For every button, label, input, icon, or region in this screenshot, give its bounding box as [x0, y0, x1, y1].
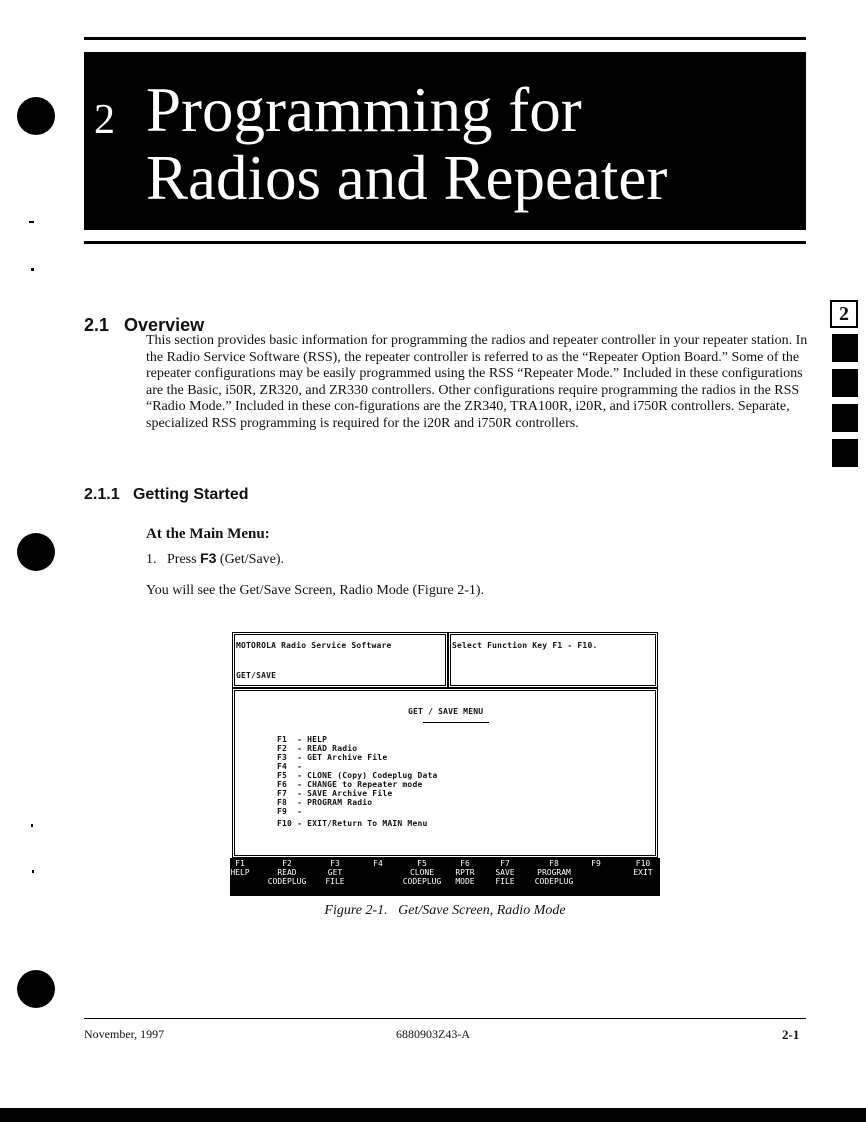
function-key-f1[interactable]: F1 HELP: [230, 859, 250, 877]
section-number: 2.1: [84, 315, 110, 335]
menu-item: F5 - CLONE (Copy) Codeplug Data: [277, 771, 438, 780]
chapter-header: [84, 52, 806, 230]
step-1-prefix: 1. Press: [146, 552, 201, 567]
overview-paragraph: This section provides basic information for programming the radios and repeater controller in your repeater station. In the Radio Service Software (RSS), the repeater controller is referred to as the “Repeater Option Board.” Some of the repeater configurations may be easily programmed using the RSS “Repeater Mode.” Included in these configurations are the Basic, i50R, ZR320, and ZR330 controllers. Other configurations require programming the radios in the RSS “Radio Mode.” Included in these con-figurations are the ZR340, TRA100R, i20R, and i750R controllers. Separate, specialized RSS programming is required for the i20R and i750R controllers.: [146, 333, 808, 431]
subsection-title: Getting Started: [132, 486, 249, 503]
menu-title-underline: [423, 722, 489, 723]
function-key-f5[interactable]: F5 CLONE CODEPLUG: [402, 859, 442, 886]
header-rule-top: [84, 37, 806, 40]
footer-date: November, 1997: [84, 1027, 165, 1041]
side-tab-block: [832, 369, 858, 397]
step-1-key: F3: [200, 550, 217, 566]
function-key-f9[interactable]: F9: [591, 859, 601, 868]
step-1-suffix: (Get/Save).: [216, 552, 285, 567]
function-key-f7[interactable]: F7 SAVE FILE: [495, 859, 515, 886]
footer-doc-number: 6880903Z43-A: [396, 1027, 470, 1041]
function-key-f3[interactable]: F3 GET FILE: [325, 859, 345, 886]
footer-page-number: 2-1: [782, 1027, 800, 1042]
binder-hole-bottom: [17, 970, 55, 1008]
title-panel: [232, 632, 448, 688]
menu-title: GET / SAVE MENU: [408, 707, 484, 716]
function-key-f8[interactable]: F8 PROGRAM CODEPLUG: [534, 859, 574, 886]
scan-speck: [31, 268, 34, 271]
header-rule-bottom: [84, 241, 806, 244]
menu-item: F2 - READ Radio: [277, 744, 358, 753]
binder-hole-top: [17, 97, 55, 135]
menu-item: F3 - GET Archive File: [277, 753, 388, 762]
menu-item: F4 -: [277, 762, 303, 771]
prompt-panel: [448, 632, 658, 688]
screen-mode: GET/SAVE: [236, 671, 277, 680]
scan-speck: [31, 824, 33, 827]
step-1: [146, 550, 284, 568]
section-title: Overview: [124, 315, 205, 335]
side-tab-block: [832, 404, 858, 432]
chapter-title: [146, 76, 667, 212]
page-edge-bar: [0, 1108, 866, 1122]
scan-speck: [29, 221, 34, 223]
function-key-bar: [230, 858, 660, 896]
figure-caption: Figure 2-1. Get/Save Screen, Radio Mode: [324, 903, 566, 918]
scan-speck: [32, 870, 34, 873]
menu-item: F6 - CHANGE to Repeater mode: [277, 780, 423, 789]
side-tab-block: [832, 334, 858, 362]
function-key-f6[interactable]: F6 RPTR MODE: [455, 859, 475, 886]
function-key-f4[interactable]: F4: [373, 859, 383, 868]
subsection-heading: [84, 486, 249, 504]
chapter-title-line1: Programming for: [146, 75, 582, 145]
menu-item: F10 - EXIT/Return To MAIN Menu: [277, 819, 428, 828]
chapter-number: 2: [94, 97, 115, 143]
subsection-number: 2.1.1: [84, 486, 120, 503]
menu-panel: [232, 688, 658, 858]
side-tab-block: [832, 439, 858, 467]
chapter-title-line2: Radios and Repeater: [146, 143, 668, 213]
menu-item: F8 - PROGRAM Radio: [277, 798, 373, 807]
menu-item: F1 - HELP: [277, 735, 328, 744]
binder-hole-middle: [17, 533, 55, 571]
footer-rule: [84, 1018, 806, 1019]
prompt-text: Select Function Key F1 - F10.: [452, 641, 598, 650]
app-title: MOTOROLA Radio Service Software: [236, 641, 392, 650]
side-tab-number: 2: [830, 300, 858, 328]
rss-screen-figure: [230, 632, 660, 896]
function-key-f10[interactable]: F10 EXIT: [633, 859, 653, 877]
main-menu-label: At the Main Menu:: [146, 526, 270, 542]
menu-item: F7 - SAVE Archive File: [277, 789, 393, 798]
function-key-f2[interactable]: F2 READ CODEPLUG: [267, 859, 307, 886]
result-text: You will see the Get/Save Screen, Radio Mode (Figure 2-1).: [146, 583, 485, 598]
menu-item: F9 -: [277, 807, 303, 816]
